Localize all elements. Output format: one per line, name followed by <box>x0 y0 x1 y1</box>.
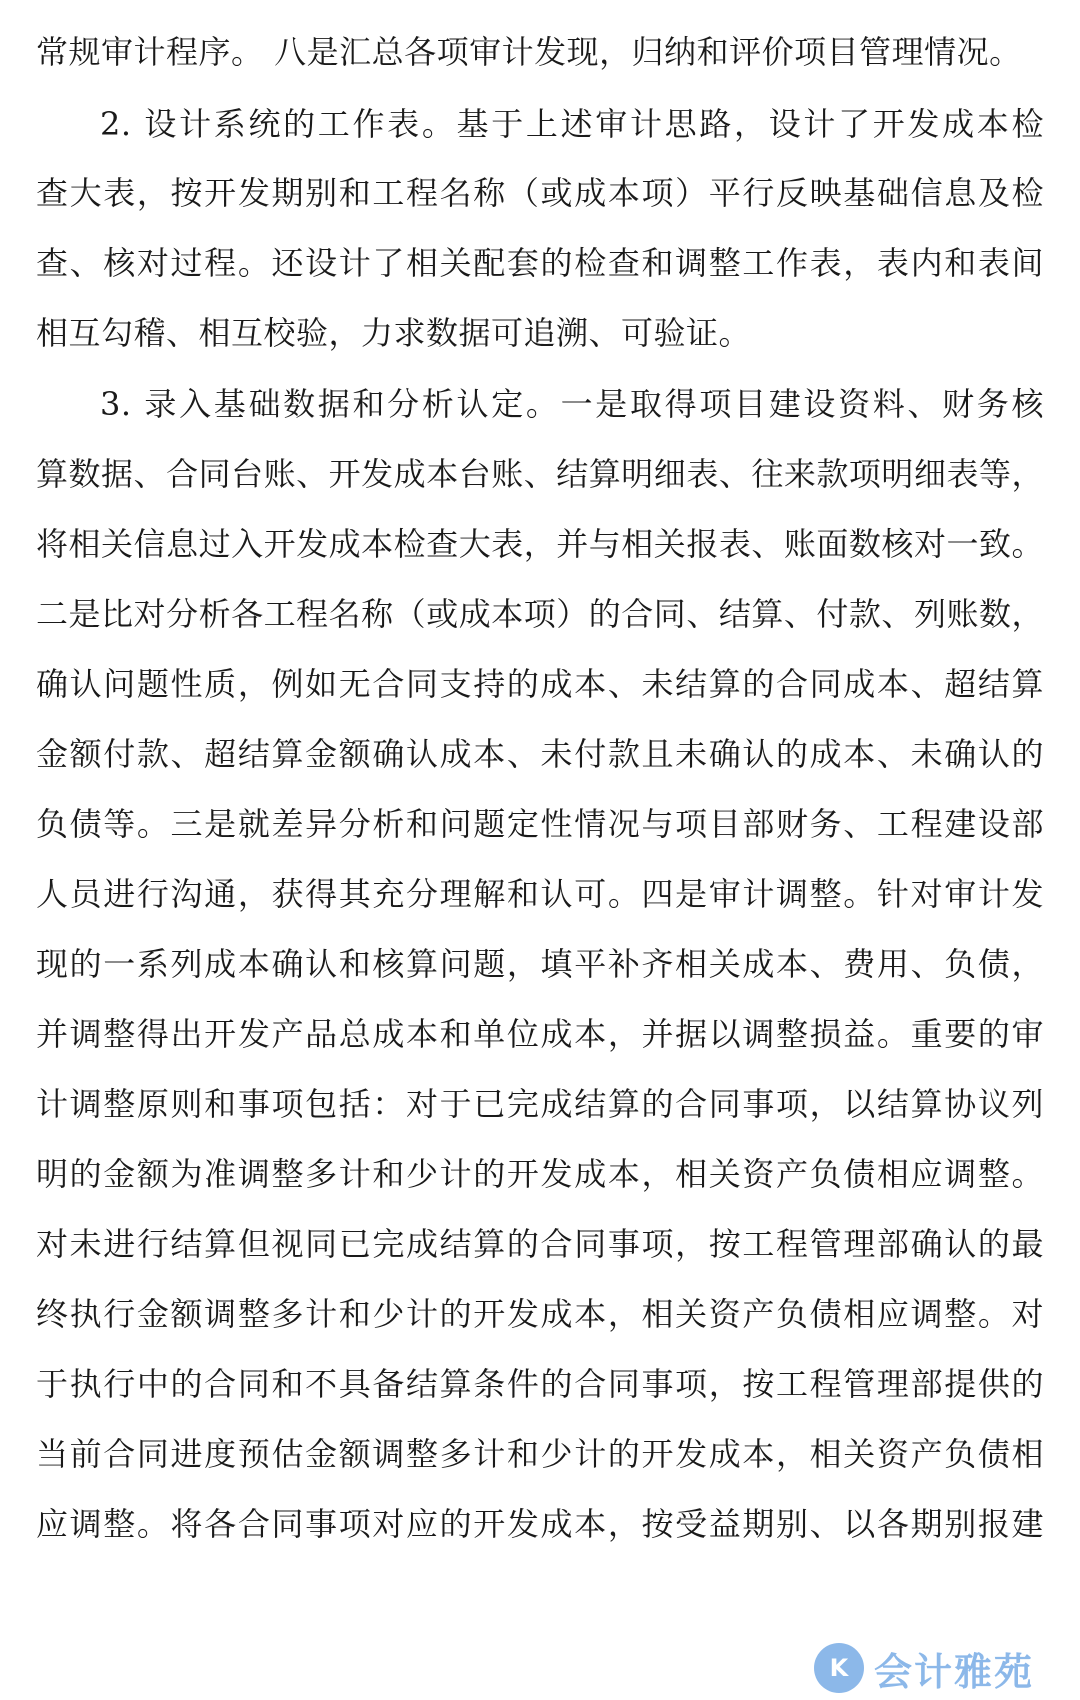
text-line-15: 并调整得出开发产品总成本和单位成本，并据以调整损益。重要的审 <box>36 1015 1044 1053</box>
watermark-text: 会计雅苑 <box>873 1649 1034 1694</box>
text-line-21: 当前合同进度预估金额调整多计和少计的开发成本，相关资产负债相 <box>36 1435 1044 1473</box>
text-line-10: 确认问题性质，例如无合同支持的成本、未结算的合同成本、超结算 <box>36 665 1044 703</box>
watermark <box>814 1640 1034 1696</box>
text-line-11: 金额付款、超结算金额确认成本、未付款且未确认的成本、未确认的 <box>36 735 1044 773</box>
text-line-5: 相互勾稽、相互校验，力求数据可追溯、可验证。 <box>36 314 752 352</box>
text-line-13: 人员进行沟通，获得其充分理解和认可。四是审计调整。针对审计发 <box>36 875 1044 913</box>
text-line-12: 负债等。三是就差异分析和问题定性情况与项目部财务、工程建设部 <box>36 805 1044 843</box>
text-line-18: 对未进行结算但视同已完成结算的合同事项，按工程管理部确认的最 <box>36 1225 1044 1263</box>
text-line-17: 明的金额为准调整多计和少计的开发成本，相关资产负债相应调整。 <box>36 1155 1044 1193</box>
text-line-3: 查大表，按开发期别和工程名称（或成本项）平行反映基础信息及检 <box>36 174 1044 212</box>
text-line-14: 现的一系列成本确认和核算问题，填平补齐相关成本、费用、负债， <box>36 945 1044 983</box>
text-line-9: 二是比对分析各工程名称（或成本项）的合同、结算、付款、列账数， <box>36 595 1044 633</box>
text-line-4: 查、核对过程。还设计了相关配套的检查和调整工作表，表内和表间 <box>36 244 1044 282</box>
text-line-20: 于执行中的合同和不具备结算条件的合同事项，按工程管理部提供的 <box>36 1365 1044 1403</box>
text-line-8: 将相关信息过入开发成本检查大表，并与相关报表、账面数核对一致。 <box>36 525 1044 563</box>
text-line-2: 2. 设计系统的工作表。基于上述审计思路，设计了开发成本检 <box>100 105 1044 143</box>
text-line-6: 3. 录入基础数据和分析认定。一是取得项目建设资料、财务核 <box>100 385 1044 423</box>
text-line-22: 应调整。将各合同事项对应的开发成本，按受益期别、以各期别报建 <box>36 1505 1044 1543</box>
text-line-1: 常规审计程序。 八是汇总各项审计发现，归纳和评价项目管理情况。 <box>36 33 1022 71</box>
text-line-7: 算数据、合同台账、开发成本台账、结算明细表、往来款项明细表等， <box>36 455 1044 493</box>
text-line-16: 计调整原则和事项包括：对于已完成结算的合同事项，以结算协议列 <box>36 1085 1044 1123</box>
text-line-19: 终执行金额调整多计和少计的开发成本，相关资产负债相应调整。对 <box>36 1295 1044 1333</box>
watermark-logo-icon: K <box>814 1643 864 1693</box>
